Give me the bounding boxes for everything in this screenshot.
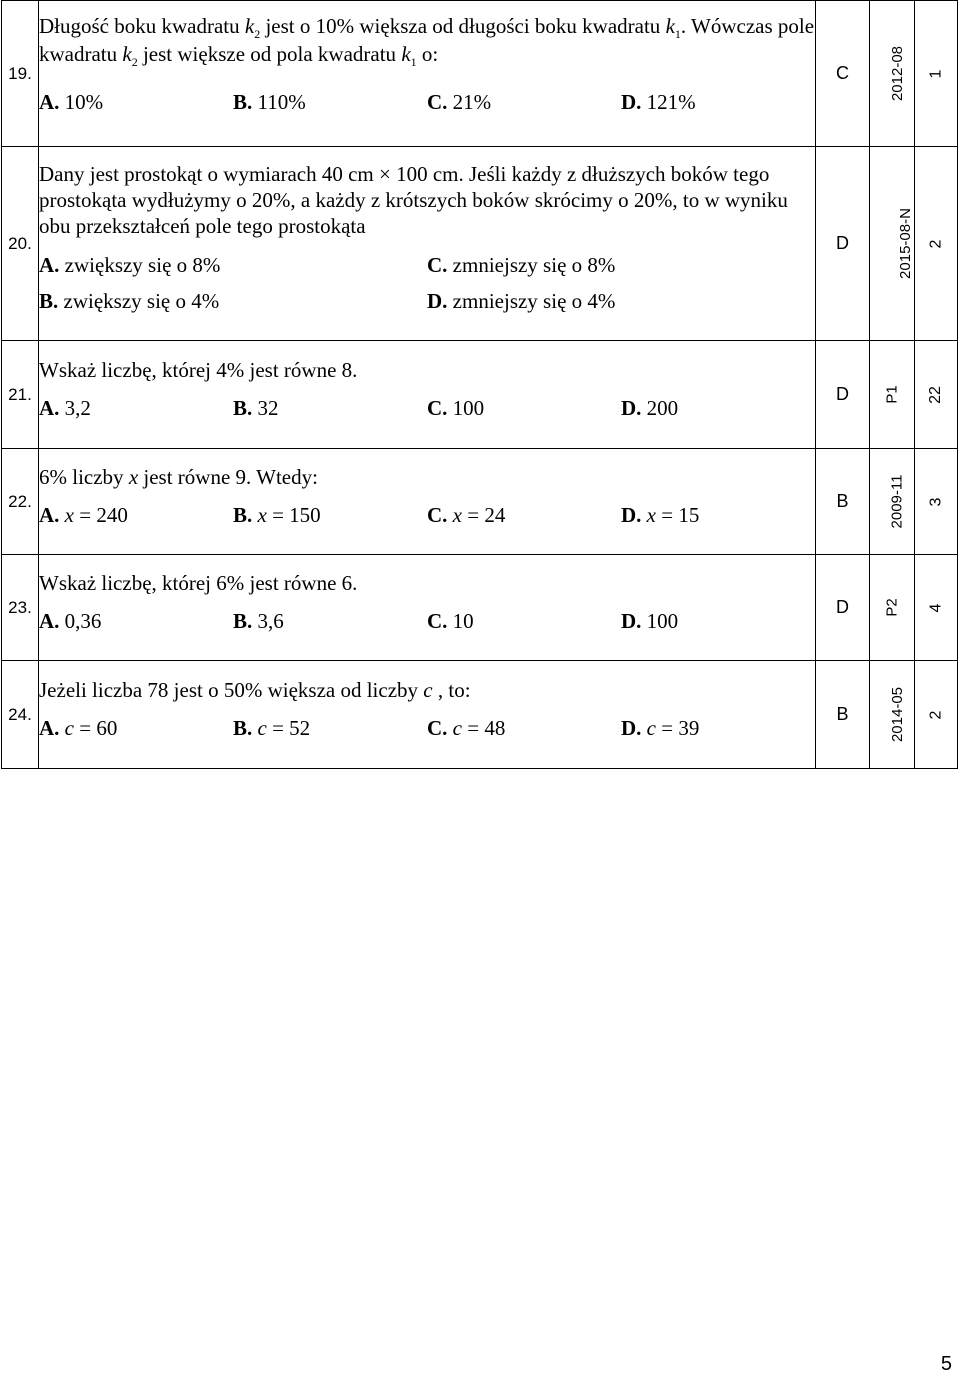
option-b: B. zwiększy się o 4% <box>39 288 220 313</box>
question-text: Jeżeli liczba 78 jest o 50% większa od liczby c , to: <box>39 677 471 702</box>
points-value: 3 <box>927 497 944 506</box>
option-a: A. zwiększy się o 8% <box>39 253 221 278</box>
option-d: D. 200 <box>621 395 679 420</box>
points-cell <box>915 555 958 661</box>
option-d: D. c = 39 <box>621 715 700 740</box>
answer-options <box>39 396 815 422</box>
option-d: D. 100 <box>621 608 679 633</box>
answer-options <box>39 503 815 529</box>
source-code: 2015-08-N <box>896 207 914 279</box>
option-c: C. zmniejszy się o 8% <box>427 253 616 278</box>
questions-table <box>1 0 958 769</box>
option-c: C. 10 <box>427 608 474 633</box>
option-c: C. c = 48 <box>427 715 506 740</box>
answer-key: C <box>816 1 870 147</box>
question-content <box>39 147 816 341</box>
source-code: P1 <box>883 384 901 404</box>
question-row-19 <box>2 1 958 147</box>
option-c: C. 100 <box>427 395 485 420</box>
question-number: 22. <box>2 449 39 555</box>
points-cell <box>915 449 958 555</box>
question-content <box>39 449 816 555</box>
question-number: 21. <box>2 341 39 449</box>
question-row-24 <box>2 661 958 769</box>
answer-key: D <box>816 147 870 341</box>
points-value: 1 <box>927 69 944 78</box>
question-text: Długość boku kwadratu $k_2$ jest o 10% większa od długości boku kwadratu $k_1$. Wówczas pole kwadratu $k_2$ jest większe od pola kwadratu $k_1$ o: <box>39 13 815 69</box>
answer-options <box>39 609 815 635</box>
question-text: Dany jest prostokąt o wymiarach 40 cm × 100 cm. Jeśli każdy z dłuższych boków tego prostokąta wydłużymy o 20%, a każdy z krótszych boków skrócimy o 20%, to w wyniku obu przekształceń pole tego prostokąta <box>39 162 788 238</box>
source-cell <box>870 1 915 147</box>
question-content <box>39 555 816 661</box>
question-row-22 <box>2 449 958 555</box>
question-text: Wskaż liczbę, której 4% jest równe 8. <box>39 357 358 382</box>
option-a: A. c = 60 <box>39 715 118 740</box>
page-number: 5 <box>940 1353 952 1375</box>
answer-key: B <box>816 449 870 555</box>
points-cell <box>915 1 958 147</box>
question-number: 19. <box>2 1 39 147</box>
option-a: A. 3,2 <box>39 395 91 420</box>
option-d: D. zmniejszy się o 4% <box>427 288 616 313</box>
option-a: A. x = 240 <box>39 502 128 527</box>
source-cell <box>870 555 915 661</box>
question-text: Wskaż liczbę, której 6% jest równe 6. <box>39 570 358 595</box>
question-row-21 <box>2 341 958 449</box>
option-a: A. 10% <box>39 89 104 114</box>
source-code: P2 <box>883 597 901 617</box>
answer-options <box>39 253 815 314</box>
points-value: 2 <box>927 239 944 248</box>
option-b: B. c = 52 <box>233 715 311 740</box>
option-d: D. x = 15 <box>621 502 700 527</box>
source-code: 2012-08 <box>889 45 907 101</box>
source-code: 2014-05 <box>889 686 907 742</box>
question-row-20 <box>2 147 958 341</box>
question-number: 24. <box>2 661 39 769</box>
question-content <box>39 341 816 449</box>
points-value: 4 <box>927 603 944 612</box>
source-cell <box>870 661 915 769</box>
option-b: B. x = 150 <box>233 502 321 527</box>
question-row-23 <box>2 555 958 661</box>
answer-key: D <box>816 555 870 661</box>
option-c: C. 21% <box>427 89 492 114</box>
question-text: 6% liczby x jest równe 9. Wtedy: <box>39 464 318 489</box>
points-value: 2 <box>927 710 944 719</box>
option-d: D. 121% <box>621 89 696 114</box>
question-content <box>39 661 816 769</box>
points-cell <box>915 147 958 341</box>
source-code: 2009-11 <box>888 474 906 528</box>
question-content <box>39 1 816 147</box>
answer-key: B <box>816 661 870 769</box>
source-cell <box>870 341 915 449</box>
answer-options <box>39 90 815 116</box>
points-value: 22 <box>926 385 944 404</box>
source-cell <box>870 449 915 555</box>
points-cell <box>915 341 958 449</box>
option-c: C. x = 24 <box>427 502 506 527</box>
answer-options <box>39 716 815 742</box>
question-number: 23. <box>2 555 39 661</box>
question-number: 20. <box>2 147 39 341</box>
option-a: A. 0,36 <box>39 608 102 633</box>
source-cell <box>870 147 915 341</box>
option-b: B. 110% <box>233 89 306 114</box>
option-b: B. 32 <box>233 395 279 420</box>
answer-key: D <box>816 341 870 449</box>
points-cell <box>915 661 958 769</box>
option-b: B. 3,6 <box>233 608 284 633</box>
